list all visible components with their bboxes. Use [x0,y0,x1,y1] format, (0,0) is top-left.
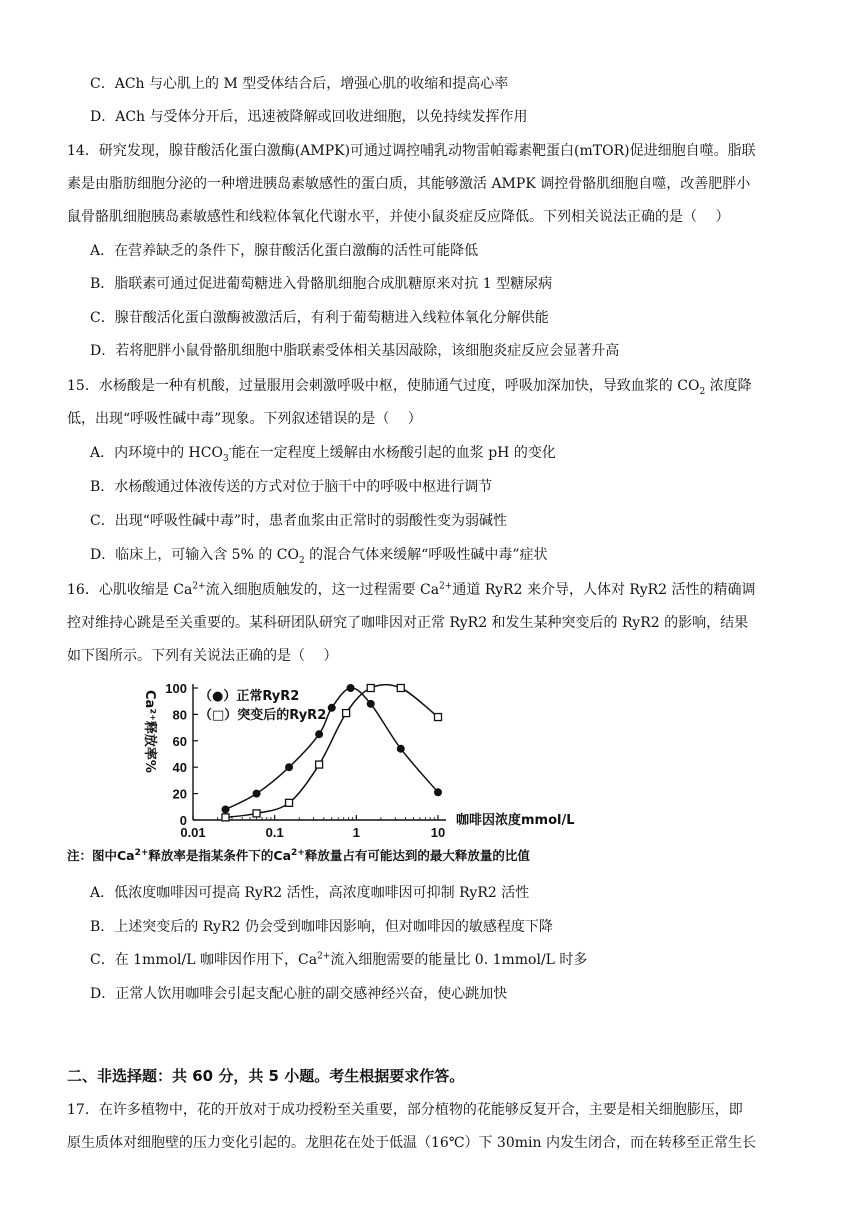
q16-option-a: A．低浓度咖啡因可提高 RyR2 活性，高浓度咖啡因可抑制 RyR2 活性 [90,885,530,901]
q17-stem-line-1: 17．在许多植物中，花的开放对于成功授粉至关重要，部分植物的花能够反复开合，主要是相关细胞膨压，即 [67,1102,743,1118]
mutant-ryr2-point [253,810,260,817]
q15-optD-text-b: 的混合气体来缓解“呼吸性碱中毒”症状 [304,547,548,563]
q15-option-d [90,545,547,565]
chart-note [67,846,530,866]
mutant-ryr2-point [316,761,323,768]
mutant-ryr2-point [435,714,442,721]
q17-stem-line-2: 原生质体对细胞壁的压力变化引起的。龙胆花在处于低温（16℃）下 30min 内发生闭合，而在转移至正常生长 [67,1135,756,1151]
q14-option-c: C．腺苷酸活化蛋白激酶被激活后，有利于葡萄糖进入线粒体氧化分解供能 [90,310,549,326]
chart-axes [193,684,446,820]
chart-marks [221,684,442,821]
mutant-ryr2-point [286,799,293,806]
mutant-ryr2-point [367,685,374,692]
q15-optA-sup: - [228,444,232,455]
normal-ryr2-point [367,700,375,708]
normal-ryr2-point [347,684,355,692]
normal-ryr2-point [434,788,442,796]
x-axis-label: 咖啡因浓度mmol/L [456,813,575,828]
y-axis-label: Ca²⁺释放率% [142,690,157,773]
q16-option-d: D．正常人饮用咖啡会引起支配心脏的副交感神经兴奋，使心跳加快 [90,986,508,1002]
q15-line1-sub: 2 [699,386,706,397]
x-tick-label: 1 [352,825,360,840]
q14-option-d: D．若将肥胖小鼠骨骼肌细胞中脂联素受体相关基因敲除，该细胞炎症反应会显著升高 [90,343,620,359]
q15-stem-line-2: 低，出现“呼吸性碱中毒”现象。下列叙述错误的是（ ） [67,411,422,427]
note-sup2: 2+ [291,847,305,858]
q14-option-b: B．脂联素可通过促进葡萄糖进入骨骼肌细胞合成肌糖原来对抗 1 型糖尿病 [90,276,553,292]
mutant-ryr2-point [397,685,404,692]
q14-stem-line-2: 素是由脂肪细胞分泌的一种增进胰岛素敏感性的蛋白质，其能够激活 AMPK 调控骨骼肌细胞自噬，改善肥胖小 [67,176,751,192]
q15-optD-text-a: D．临床上，可输入含 5% 的 CO [90,547,299,563]
q16-optC-text-a: C．在 1mmol/L 咖啡因作用下，Ca [90,952,318,968]
caffeine-ryr2-chart [140,678,600,844]
chart-labels [142,681,575,840]
q16-optC-sup: 2+ [317,951,331,962]
q14-option-a: A．在营养缺乏的条件下，腺苷酸活化蛋白激酶的活性可能降低 [90,243,479,259]
x-tick-label: 0.1 [265,825,284,840]
q15-option-c: C．出现“呼吸性碱中毒”时，患者血浆由正常时的弱酸性变为弱碱性 [90,513,508,529]
x-tick-label: 10 [430,825,446,840]
q14-stem-line-3: 鼠骨骼肌细胞胰岛素敏感性和线粒体氧化代谢水平，并使小鼠炎症反应降低。下列相关说法正确的是（ ） [67,209,730,225]
q16-line1-sup: 2+ [192,581,206,592]
y-tick-label: 60 [172,733,187,749]
q16-option-b: B．上述突变后的 RyR2 仍会受到咖啡因影响，但对咖啡因的敏感程度下降 [90,919,553,935]
q14-stem-line-1: 14．研究发现，腺苷酸活化蛋白激酶(AMPK)可通过调控哺乳动物雷帕霉素靶蛋白(mTOR)促进细胞自噬。脂联 [67,143,756,159]
q16-line1-text-b: 流入细胞质触发的，这一过程需要 Ca [205,582,440,598]
y-tick-label: 80 [172,707,187,723]
q15-optA-text-a: A．内环境中的 HCO [90,445,223,461]
q16-option-c [90,950,587,970]
y-tick-label: 40 [172,760,187,776]
note-text-a: 注：图中Ca [67,848,135,863]
q13-option-c: C．ACh 与心肌上的 M 型受体结合后，增强心肌的收缩和提高心率 [90,76,509,92]
normal-ryr2-point [397,745,405,753]
note-text-b: 释放率是指某条件下的Ca [148,848,292,863]
q16-stem-line-3: 如下图所示。下列有关说法正确的是（ ） [67,648,338,664]
q15-optD-sub: 2 [298,555,305,566]
note-text-c: 释放量占有可能达到的最大释放量的比值 [304,848,530,863]
q16-stem-line-2: 控对维持心跳是至关重要的。某科研团队研究了咖啡因对正常 RyR2 和发生某种突变后的 RyR2 的影响，结果 [67,615,749,631]
normal-ryr2-point [328,704,336,712]
q15-optA-text-b: 能在一定程度上缓解由水杨酸引起的血浆 pH 的变化 [231,445,556,461]
q15-line1-text-a: 15．水杨酸是一种有机酸，过量服用会刺激呼吸中枢，使肺通气过度，呼吸加深加快，导致血浆的 CO [67,378,700,394]
q15-stem-line-1 [67,376,752,396]
mutant-ryr2-point [343,710,350,717]
q16-line1-text-a: 16．心肌收缩是 Ca [67,582,193,598]
mutant-ryr2-point [222,814,229,821]
legend-entry: （□）突变后的RyR2 [199,708,327,723]
y-tick-label: 20 [172,786,187,802]
y-tick-label: 100 [165,681,187,696]
legend-entry: （●）正常RyR2 [199,689,300,704]
normal-ryr2-point [315,730,323,738]
q15-line1-text-b: 浓度降 [705,378,752,394]
section-heading: 二、非选择题：共 60 分，共 5 小题。考生根据要求作答。 [67,1067,465,1085]
y-tick-label: 0 [179,813,187,828]
q16-line1-text-c: 通道 RyR2 来介导，人体对 RyR2 活性的精确调 [452,582,756,598]
q16-line1-sup2: 2+ [439,581,453,592]
q15-option-a [90,443,556,463]
note-sup: 2+ [134,847,149,858]
q15-optA-sub: 3 [222,453,229,464]
normal-ryr2-point [221,805,229,813]
q13-option-d: D．ACh 与受体分开后，迅速被降解或回收进细胞，以免持续发挥作用 [90,109,528,125]
normal-ryr2-point [285,763,293,771]
normal-ryr2-point [253,790,261,798]
x-tick-label: 0.01 [180,825,206,840]
q16-optC-text-b: 流入细胞需要的能量比 0. 1mmol/L 时多 [330,952,588,968]
q15-option-b: B．水杨酸通过体液传送的方式对位于脑干中的呼吸中枢进行调节 [90,479,493,495]
q16-stem-line-1 [67,580,756,600]
